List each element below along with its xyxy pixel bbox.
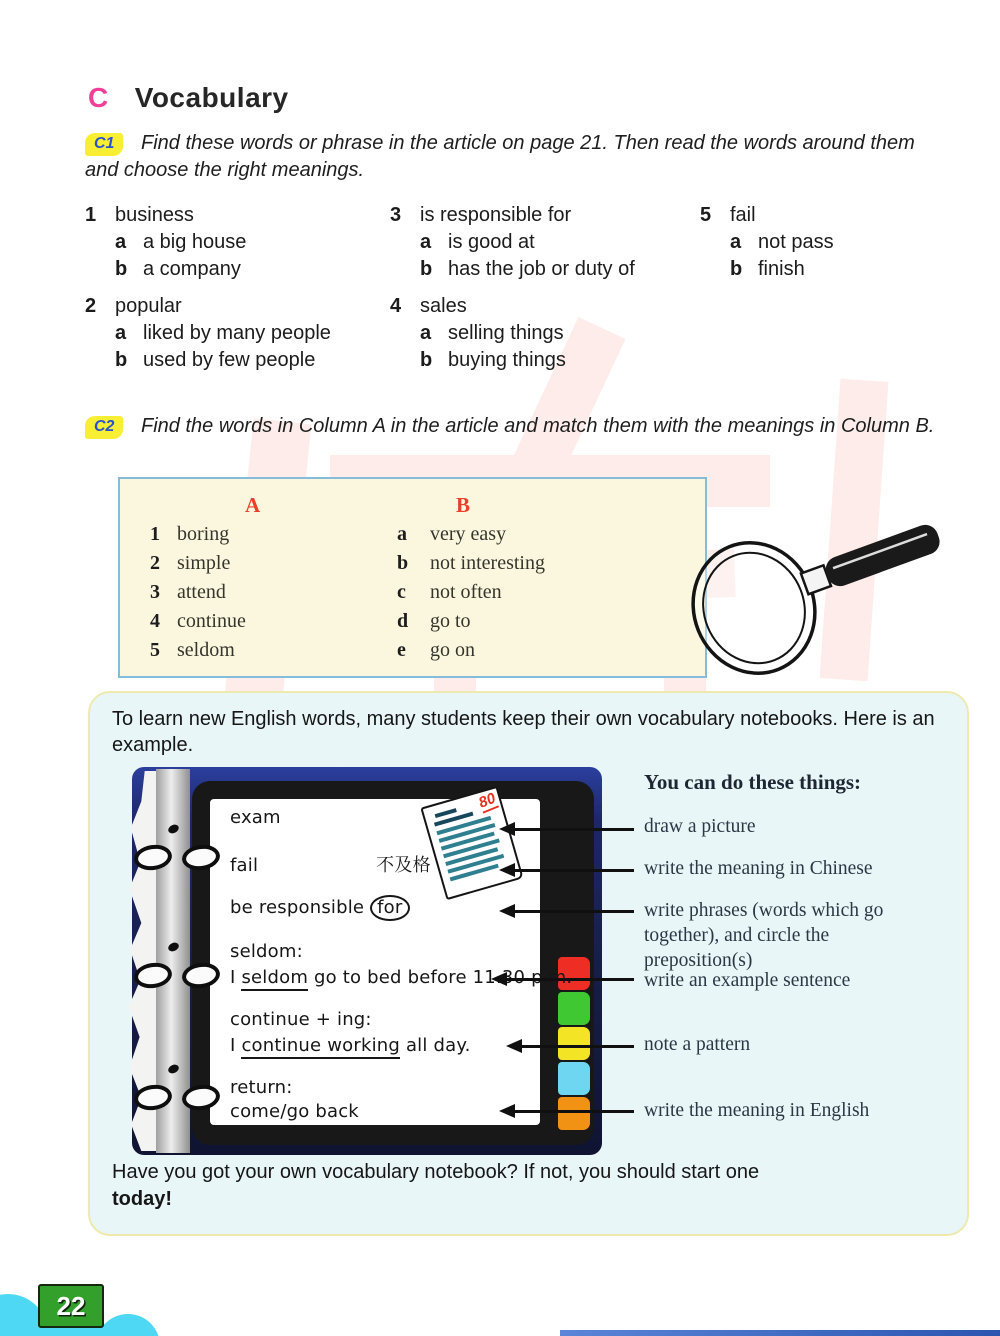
table-row: 1 boring a very easy (150, 523, 507, 545)
c2-badge: C2 (85, 416, 123, 439)
tab-orange (558, 1097, 590, 1130)
c1-item-4 (390, 293, 566, 374)
section-intro: To learn new English words, many students keep their own vocabulary notebooks. Here is an example. (112, 708, 935, 756)
option-letter: a (115, 322, 127, 344)
table-row: 3 attend c not often (150, 581, 502, 603)
c1-instruction-block (85, 130, 943, 184)
page-number: 22 (56, 1290, 86, 1321)
entry-return-text: come/go back (230, 1101, 359, 1122)
page-number-badge (38, 1284, 104, 1328)
option-letter: a (115, 231, 127, 253)
option-text: has the job or duty of (448, 258, 635, 280)
c1-item-1 (85, 202, 246, 283)
outro-line1: Have you got your own vocabulary notebook? If not, you should start one (112, 1161, 760, 1183)
arrow-note-pattern (522, 1045, 634, 1048)
item-word: is responsible for (420, 204, 572, 226)
section-outro (112, 1159, 932, 1213)
option-letter: b (115, 258, 128, 280)
option-letter: b (730, 258, 743, 280)
option-letter: a (420, 231, 432, 253)
option-text: a big house (143, 231, 247, 253)
circled-preposition: for (370, 895, 409, 921)
entry-continue-label: continue + ing: (230, 1009, 372, 1030)
table-row: 2 simple b not interesting (150, 552, 545, 574)
entry-seldom-sentence: I seldom go to bed before 11.30 p.m. (230, 967, 572, 988)
arrow-meaning-chinese (515, 869, 634, 872)
bottom-edge-strip (560, 1330, 1000, 1336)
tip-item: draw a picture (644, 816, 756, 837)
c1-item-3 (390, 202, 635, 283)
item-word: popular (115, 295, 182, 317)
option-text: not pass (758, 231, 834, 253)
binder-rings-icon (134, 963, 224, 993)
tip-item: write the meaning in Chinese (644, 858, 873, 879)
c1-badge: C1 (85, 133, 123, 156)
exam-score: 80 (476, 789, 499, 812)
item-number: 1 (85, 204, 97, 226)
tip-item: note a pattern (644, 1034, 751, 1055)
entry-return-label: return: (230, 1077, 293, 1098)
matching-table (118, 477, 707, 678)
entry-exam: exam (230, 807, 281, 828)
option-text: is good at (448, 231, 535, 253)
tab-cyan (558, 1062, 590, 1095)
tip-item: write phrases (words which go together), and circle the preposition(s) (644, 900, 884, 971)
item-number: 2 (85, 295, 97, 317)
option-text: selling things (448, 322, 564, 344)
table-row: 4 continue d go to (150, 610, 471, 632)
c1-instruction-text: Find these words or phrase in the article on page 21. Then read the words around them and choose the right meanings. (85, 132, 915, 181)
table-row: 5 seldom e go on (150, 639, 475, 661)
item-number: 4 (390, 295, 402, 317)
binder-rings-icon (134, 845, 224, 875)
option-text: a company (143, 258, 241, 280)
entry-continue-sentence: I continue working all day. (230, 1035, 471, 1056)
option-text: buying things (448, 349, 566, 371)
entry-seldom-label: seldom: (230, 941, 303, 962)
entry-be-responsible-for: be responsible for (230, 897, 410, 918)
item-number: 5 (700, 204, 712, 226)
option-letter: b (420, 258, 433, 280)
option-letter: a (730, 231, 742, 253)
option-text: used by few people (143, 349, 316, 371)
c2-instruction-block (85, 413, 945, 440)
arrow-draw-picture (515, 828, 634, 831)
item-number: 3 (390, 204, 402, 226)
item-word: business (115, 204, 194, 226)
vocabulary-notebook-illustration (132, 767, 602, 1155)
tips-heading: You can do these things: (644, 770, 862, 794)
item-word: sales (420, 295, 467, 317)
column-b-header: B (456, 493, 471, 517)
c2-instruction-text: Find the words in Column A in the article and match them with the meanings in Column B. (141, 415, 935, 437)
entry-fail-chinese: 不及格 (376, 855, 431, 876)
column-a-header: A (245, 493, 261, 517)
c1-item-5 (700, 202, 834, 283)
binder-rings-icon (134, 1085, 224, 1115)
page-title: Vocabulary (134, 82, 289, 113)
outro-line2: today! (112, 1188, 172, 1210)
entry-fail: fail 不及格 (230, 855, 431, 876)
option-letter: b (420, 349, 433, 371)
option-letter: a (420, 322, 432, 344)
tab-yellow (558, 1027, 590, 1060)
arrow-example-sentence (507, 978, 634, 981)
tip-item: write an example sentence (644, 970, 851, 991)
tab-green (558, 992, 590, 1025)
section-letter: C (88, 82, 109, 113)
magnifier-icon (662, 518, 992, 678)
cloud-decoration (0, 1288, 210, 1336)
c1-item-2 (85, 293, 331, 374)
item-word: fail (730, 204, 756, 226)
tip-item: write the meaning in English (644, 1100, 870, 1121)
option-text: finish (758, 258, 805, 280)
arrow-write-phrases (515, 910, 634, 913)
notebook-section (88, 691, 969, 1236)
arrow-meaning-english (515, 1110, 634, 1113)
section-header (88, 82, 289, 114)
option-text: liked by many people (143, 322, 331, 344)
option-letter: b (115, 349, 128, 371)
